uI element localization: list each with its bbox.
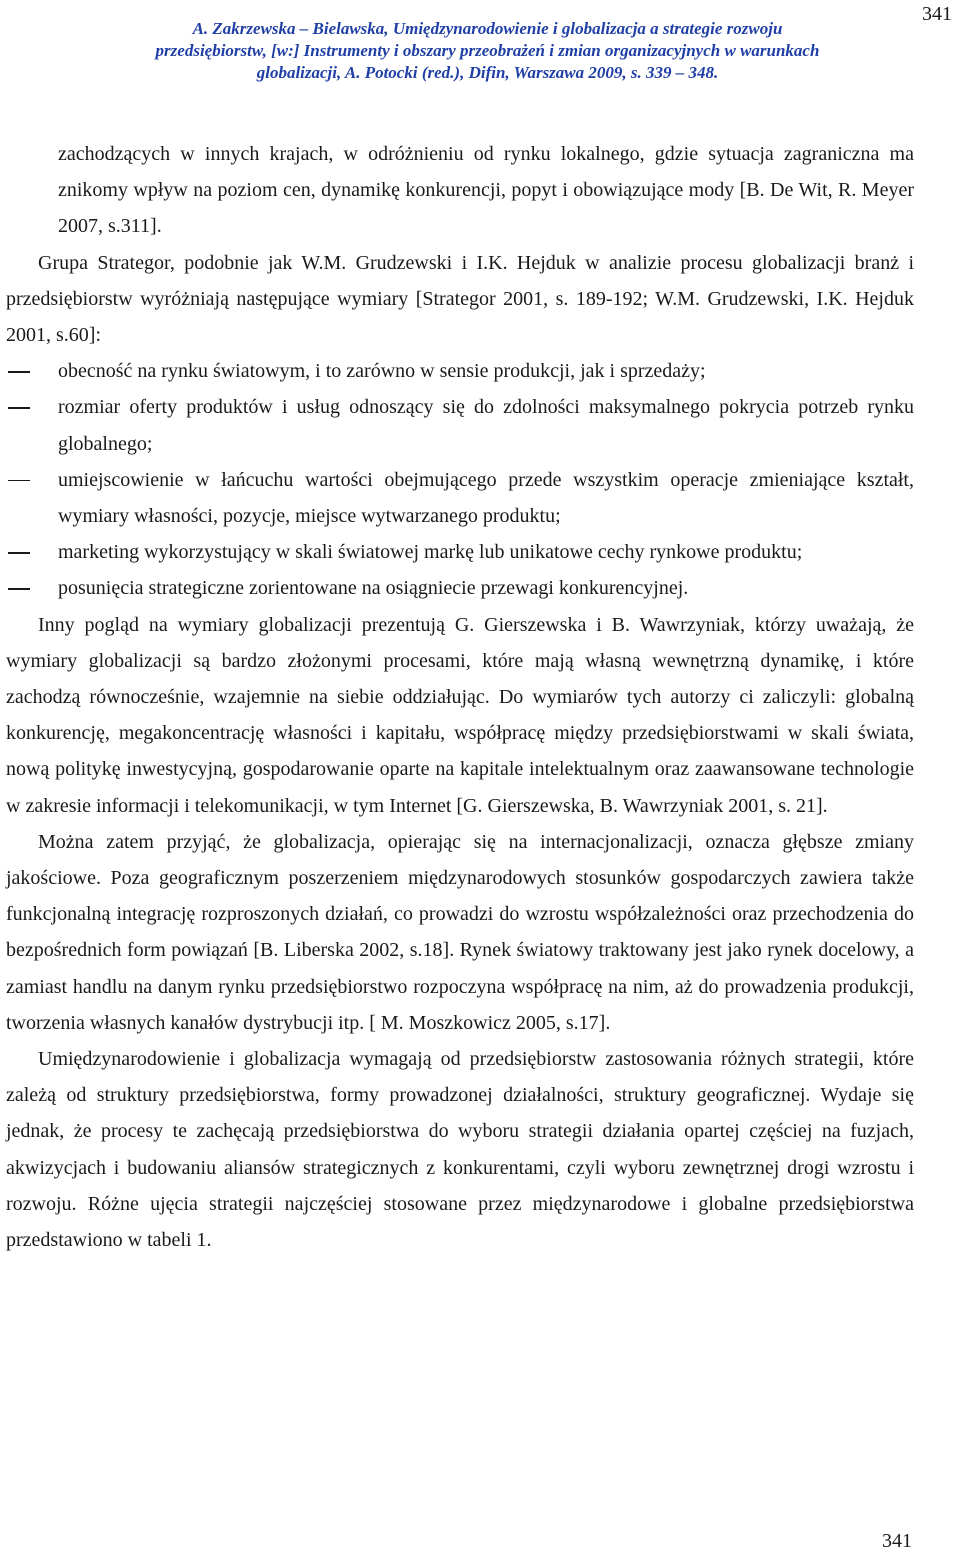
list-item bbox=[6, 462, 914, 534]
header-line-3: globalizacji, A. Potocki (red.), Difin, Warszawa 2009, s. 339 – 348. bbox=[256, 63, 719, 82]
list-item-text: posunięcia strategiczne zorientowane na osiągniecie przewagi konkurencyjnej. bbox=[58, 577, 689, 600]
header-author: A. Zakrzewska – Bielawska, bbox=[192, 19, 393, 38]
globalization-dimensions-list bbox=[6, 353, 914, 606]
running-header-citation bbox=[60, 18, 915, 84]
list-item-text: rozmiar oferty produktów i usług odnoszący się do zdolności maksymalnego pokrycia potrzeb rynku globalnego; bbox=[58, 396, 914, 455]
list-item bbox=[6, 570, 914, 606]
dash-bullet-icon bbox=[8, 552, 30, 554]
list-item bbox=[6, 389, 914, 461]
body-text bbox=[6, 136, 914, 1258]
dash-bullet-icon bbox=[8, 480, 30, 482]
paragraph-continuation: zachodzących w innych krajach, w odróżnieniu od rynku lokalnego, gdzie sytuacja zagraniczna ma znikomy wpływ na poziom cen, dynamikę konkurencji, popyt i obowiązujące mody [B. De Wit, R. Meyer 2007, s.311]. bbox=[58, 143, 914, 238]
list-item bbox=[6, 353, 914, 389]
list-item-text: marketing wykorzystujący w skali światowej markę lub unikatowe cechy rynkowe produktu; bbox=[58, 541, 803, 564]
list-item bbox=[6, 534, 914, 570]
dash-bullet-icon bbox=[8, 407, 30, 409]
header-line-1 bbox=[60, 18, 915, 40]
list-item-text: obecność na rynku światowym, i to zarówno w sensie produkcji, jak i sprzedaży; bbox=[58, 360, 706, 383]
paragraph-inny-poglad: Inny pogląd na wymiary globalizacji prezentują G. Gierszewska i B. Wawrzyniak, którzy uważają, że wymiary globalizacji są bardzo złożonymi procesami, które mają własną wewnętrzną dynamikę, i które zachodzą równocześnie, wzajemnie na siebie oddziałując. Do wymiarów tych autorzy ci zaliczyli: globalną konkurencję, megakoncentrację własności i kapitału, współpracę między przedsiębiorstwami w skali świata, nową politykę inwestycyjną, gospodarowanie oparte na kapitale intelektualnym oraz zaawansowane technologie w zakresie informacji i telekomunikacji, w tym Internet [G. Gierszewska, B. Wawrzyniak 2001, s. 21]. bbox=[6, 613, 914, 817]
paragraph-umiedzynarodowienie: Umiędzynarodowienie i globalizacja wymagają od przedsiębiorstw zastosowania różnych strategii, które zależą od struktury przedsiębiorstwa, formy prowadzonej działalności, struktury geograficznej. Wydaje się jednak, że procesy te zachęcają przedsiębiorstwa do wyboru strategii działania opartej częściej na fuzjach, akwizycjach i budowaniu aliansów strategicznych z konkurentami, czyli wyboru zewnętrznej drogi wzrostu i rozwoju. Różne ujęcia strategii najczęściej stosowane przez międzynarodowe i globalne przedsiębiorstwa przedstawiono w tabeli 1. bbox=[6, 1048, 914, 1252]
dash-bullet-icon bbox=[8, 371, 30, 373]
header-line-2: przedsiębiorstw, [w:] Instrumenty i obszary przeobrażeń i zmian organizacyjnych w warunkach bbox=[155, 41, 820, 60]
header-title: Umiędzynarodowienie i globalizacja a strategie rozwoju bbox=[392, 19, 783, 38]
page-number-bottom: 341 bbox=[882, 1530, 912, 1552]
paragraph-mozna-zatem: Można zatem przyjąć, że globalizacja, opierając się na internacjonalizacji, oznacza głębsze zmiany jakościowe. Poza geograficznym poszerzeniem międzynarodowych stosunków gospodarczych zawiera także funkcjonalną integrację rozproszonych działań, co prowadzi do wzrostu współzależności oraz przechodzenia do bezpośrednich form powiązań [B. Liberska 2002, s.18]. Rynek światowy traktowany jest jako rynek docelowy, a zamiast handlu na danym rynku przedsiębiorstwo rozpoczyna współpracę na nim, aż do prowadzenia produkcji, tworzenia własnych kanałów dystrybucji itp. [ M. Moszkowicz 2005, s.17]. bbox=[6, 830, 914, 1034]
dash-bullet-icon bbox=[8, 588, 30, 590]
list-item-text: umiejscowienie w łańcuchu wartości obejmującego przede wszystkim operacje zmieniające kształt, wymiary własności, pozycje, miejsce wytwarzanego produktu; bbox=[58, 468, 914, 528]
paragraph-strategor: Grupa Strategor, podobnie jak W.M. Grudzewski i I.K. Hejduk w analizie procesu globalizacji branż i przedsiębiorstw wyróżniają następujące wymiary [Strategor 2001, s. 189-192; W.M. Grudzewski, I.K. Hejduk 2001, s.60]: bbox=[6, 251, 914, 347]
page-number-top: 341 bbox=[922, 3, 952, 25]
